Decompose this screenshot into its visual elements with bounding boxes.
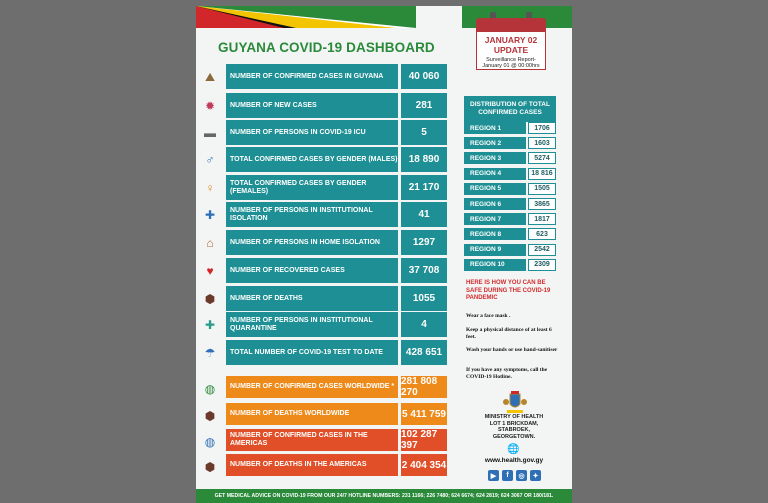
region-row (464, 198, 556, 210)
update-date: JANUARY 02 (484, 35, 538, 45)
stat-label: NUMBER OF CONFIRMED CASES WORLDWIDE * (226, 376, 398, 398)
region-name: REGION 6 (464, 198, 526, 210)
bed-icon: ▬ (204, 126, 216, 140)
guyana-map-icon: ⛰ (204, 69, 216, 84)
female-icon: ♀ (205, 181, 215, 195)
guyana-flag-banner (196, 6, 416, 28)
stat-row (226, 454, 447, 476)
stat-value: 1055 (401, 286, 447, 311)
stat-value: 18 890 (401, 147, 447, 172)
stat-label: NUMBER OF NEW CASES (226, 93, 398, 118)
region-value: 2309 (528, 259, 556, 271)
stat-value: 1297 (401, 230, 447, 255)
stat-row (226, 202, 447, 227)
stat-row (226, 312, 447, 337)
stat-row (226, 64, 447, 89)
safety-tip: Keep a physical distance of at least 6 feet. (466, 327, 552, 340)
stat-row (226, 230, 447, 255)
social-icons (488, 470, 541, 481)
region-name: REGION 5 (464, 183, 526, 195)
safety-title: HERE IS HOW YOU CAN BE SAFE DURING THE COVID-19 PANDEMIC (466, 280, 551, 301)
stat-value: 2 404 354 (401, 454, 447, 476)
hospital-icon: ✚ (204, 318, 216, 332)
test-icon: ☂ (204, 346, 216, 360)
region-value: 5274 (528, 152, 556, 164)
stat-label: NUMBER OF DEATHS WORLDWIDE (226, 403, 398, 425)
region-value: 1505 (528, 183, 556, 195)
surveillance-report: Surveillance Report- (486, 57, 536, 63)
stat-row (226, 376, 447, 398)
stat-label: NUMBER OF RECOVERED CASES (226, 258, 398, 283)
update-label: UPDATE (493, 45, 529, 55)
region-name: REGION 4 (464, 168, 526, 180)
stat-row (226, 120, 447, 145)
stat-row (226, 147, 447, 172)
region-name: REGION 7 (464, 213, 526, 225)
region-row (464, 168, 556, 180)
region-row (464, 137, 556, 149)
region-value: 1817 (528, 213, 556, 225)
region-row (464, 228, 556, 240)
dashboard-poster (196, 6, 572, 503)
region-value: 2542 (528, 244, 556, 256)
region-row (464, 152, 556, 164)
globe-icon: ◍ (204, 382, 216, 396)
stat-row (226, 286, 447, 311)
stat-value: 281 808 270 (401, 376, 447, 398)
region-name: REGION 8 (464, 228, 526, 240)
region-row (464, 213, 556, 225)
virus-icon: ✹ (204, 99, 216, 113)
instagram-icon[interactable]: ◎ (516, 470, 527, 481)
report-time: January 01 @ 00:00hrs (482, 63, 540, 69)
male-icon: ♂ (205, 153, 215, 167)
ministry-address: MINISTRY OF HEALTH LOT 1 BRICKDAM, STABROEK, GEORGETOWN. (484, 414, 544, 440)
stat-label: NUMBER OF DEATHS (226, 286, 398, 311)
stat-row (226, 258, 447, 283)
stat-row (226, 403, 447, 425)
home-icon: ⌂ (206, 236, 214, 250)
region-row (464, 244, 556, 256)
region-value: 1603 (528, 137, 556, 149)
region-name: REGION 3 (464, 152, 526, 164)
twitter-icon[interactable]: ✦ (530, 470, 541, 481)
web-globe-icon: 🌐 (507, 444, 520, 455)
safety-tip: If you have any symptoms, call the COVID-19 Hotline. (466, 367, 548, 380)
stat-value: 281 (401, 93, 447, 118)
heart-icon: ♥ (206, 264, 214, 278)
stat-label: NUMBER OF CONFIRMED CASES IN THE AMERICAS (226, 429, 398, 451)
region-row (464, 259, 556, 271)
coffin-icon: ⬢ (204, 292, 216, 306)
stat-label: TOTAL NUMBER OF COVID-19 TEST TO DATE (226, 340, 398, 365)
stat-row (226, 340, 447, 365)
stat-value: 5 411 759 (401, 403, 447, 425)
nurse-icon: ✚ (204, 208, 216, 222)
stat-row (226, 429, 447, 451)
region-value: 1706 (528, 122, 556, 134)
stat-value: 102 287 397 (401, 429, 447, 451)
stat-label: NUMBER OF PERSONS IN INSTITUTIONAL ISOLATION (226, 202, 398, 227)
facebook-icon[interactable]: f (502, 470, 513, 481)
youtube-icon[interactable]: ▶ (488, 470, 499, 481)
hotline-footer: GET MEDICAL ADVICE ON COVID-19 FROM OUR 24/7 HOTLINE NUMBERS: 231 1166; 226 7480; 624 6674; 624 2819; 624 3067 OR 180/181. (196, 489, 572, 503)
coat-of-arms-icon (502, 390, 528, 414)
stat-row (226, 175, 447, 200)
coffin-icon: ⬢ (204, 460, 216, 474)
region-value: 3865 (528, 198, 556, 210)
stat-value: 4 (401, 312, 447, 337)
stat-label: NUMBER OF PERSONS IN INSTITUTIONAL QUARANTINE (226, 312, 398, 337)
region-value: 623 (528, 228, 556, 240)
region-name: REGION 9 (464, 244, 526, 256)
region-name: REGION 1 (464, 122, 526, 134)
stat-value: 37 708 (401, 258, 447, 283)
stat-value: 40 060 (401, 64, 447, 89)
safety-tip: Wear a face mask . (466, 313, 511, 319)
stat-label: NUMBER OF PERSONS IN COVID-19 ICU (226, 120, 398, 145)
stat-label: NUMBER OF DEATHS IN THE AMERICAS (226, 454, 398, 476)
stat-row (226, 93, 447, 118)
stat-value: 5 (401, 120, 447, 145)
region-name: REGION 2 (464, 137, 526, 149)
globe-americas-icon: ◍ (204, 435, 216, 449)
safety-tip: Wash your hands or use hand-sanitiser (466, 347, 558, 353)
stat-label: TOTAL CONFIRMED CASES BY GENDER (MALES) (226, 147, 398, 172)
stat-label: TOTAL CONFIRMED CASES BY GENDER (FEMALES) (226, 175, 398, 200)
region-row (464, 183, 556, 195)
website-link[interactable]: www.health.gov.gy (484, 457, 544, 464)
region-name: REGION 10 (464, 259, 526, 271)
stat-value: 21 170 (401, 175, 447, 200)
distribution-title: DISTRIBUTION OF TOTAL CONFIRMED CASES (464, 96, 556, 122)
region-value: 18 816 (528, 168, 556, 180)
stat-value: 41 (401, 202, 447, 227)
region-row (464, 122, 556, 134)
coffin-icon: ⬢ (204, 409, 216, 423)
calendar-icon (476, 14, 546, 72)
stat-label: NUMBER OF PERSONS IN HOME ISOLATION (226, 230, 398, 255)
page-title: GUYANA COVID-19 DASHBOARD (218, 40, 435, 55)
stat-label: NUMBER OF CONFIRMED CASES IN GUYANA (226, 64, 398, 89)
stat-value: 428 651 (401, 340, 447, 365)
